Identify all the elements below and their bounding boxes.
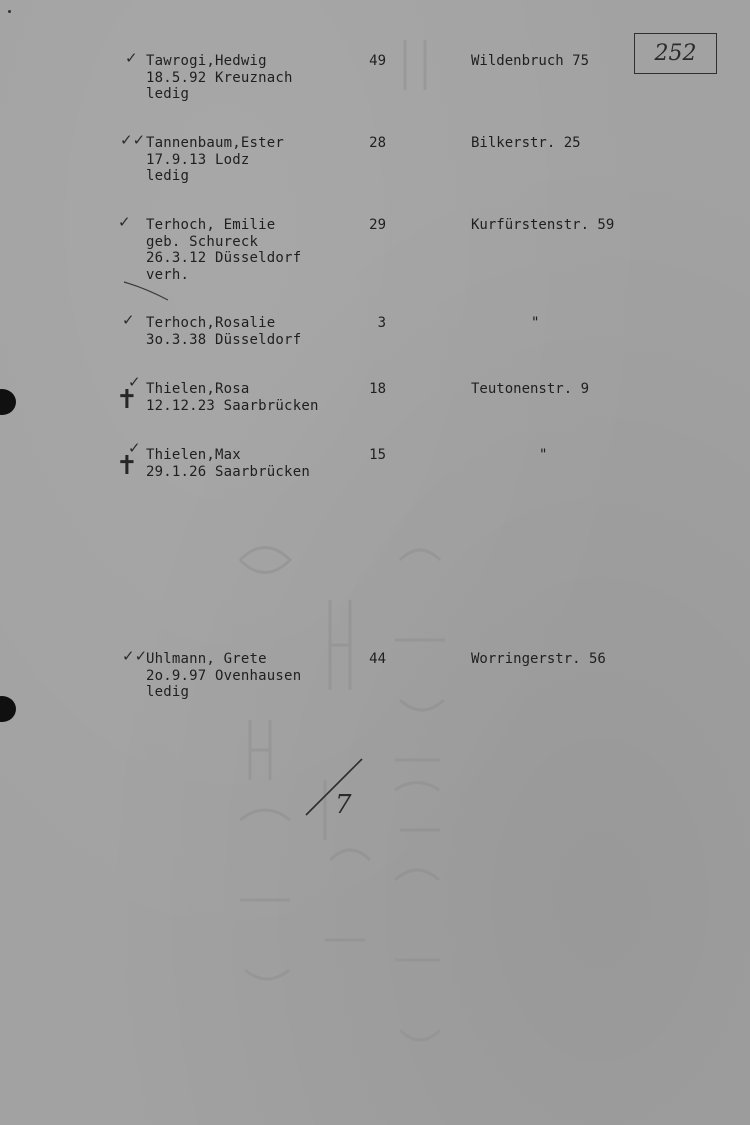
- address-ditto: ": [531, 315, 540, 331]
- marital-status: verh.: [146, 266, 190, 283]
- address: Teutonenstr. 9: [471, 381, 590, 397]
- person-details: [146, 135, 284, 185]
- marital-status: ledig: [146, 168, 190, 184]
- birth-info: 26.3.12 Düsseldorf: [146, 250, 302, 266]
- birth-info: 18.5.92 Kreuznach: [146, 69, 293, 86]
- address: Kurfürstenstr. 59: [471, 217, 615, 233]
- marital-status: ledig: [146, 684, 190, 700]
- birth-info: 2o.9.97 Ovenhausen: [146, 667, 302, 684]
- age: 18: [369, 381, 386, 397]
- maiden-name: geb. Schureck: [146, 233, 259, 250]
- person-name: Tawrogi,Hedwig: [146, 53, 267, 69]
- age: 44: [369, 651, 386, 667]
- person-details: [146, 381, 319, 414]
- person-name: Terhoch,Rosalie: [146, 315, 276, 331]
- age: 28: [369, 135, 386, 151]
- stray-ink-dot: [8, 10, 11, 13]
- cross-mark-icon: ✝: [116, 451, 138, 481]
- punch-hole-lower: [0, 696, 16, 722]
- check-mark-icon: ✓: [118, 213, 131, 231]
- person-details: [146, 447, 310, 480]
- person-details: [146, 53, 293, 103]
- person-details: [146, 315, 301, 348]
- check-mark-icon: ✓: [128, 373, 141, 391]
- birth-info: 29.1.26 Saarbrücken: [146, 463, 310, 480]
- check-mark-icon: ✓: [125, 49, 138, 67]
- tally-count: 7: [335, 790, 352, 820]
- pencil-stroke: [120, 278, 180, 308]
- age: 15: [369, 447, 386, 463]
- address: Bilkerstr. 25: [471, 135, 581, 151]
- age: 29: [369, 217, 386, 233]
- person-details: [146, 217, 301, 283]
- age: 3: [377, 315, 386, 331]
- check-mark-icon: ✓: [128, 439, 141, 457]
- punch-hole-upper: [0, 389, 16, 415]
- birth-info: 3o.3.38 Düsseldorf: [146, 331, 302, 348]
- address-ditto: ": [539, 447, 548, 463]
- check-mark-icon: ✓✓: [120, 131, 146, 149]
- person-name: Thielen,Rosa: [146, 381, 250, 397]
- marital-status: ledig: [146, 86, 190, 102]
- person-name: Terhoch, Emilie: [146, 217, 276, 233]
- person-name: Tannenbaum,Ester: [146, 135, 285, 151]
- age: 49: [369, 53, 386, 69]
- person-details: [146, 651, 301, 701]
- page-number: 252: [654, 41, 697, 66]
- birth-info: 12.12.23 Saarbrücken: [146, 397, 319, 414]
- person-name: Thielen,Max: [146, 447, 241, 463]
- check-mark-icon: ✓: [122, 311, 135, 329]
- page-number-box: [634, 33, 717, 74]
- address: Wildenbruch 75: [471, 53, 590, 69]
- birth-info: 17.9.13 Lodz: [146, 151, 250, 168]
- address: Worringerstr. 56: [471, 651, 606, 667]
- cross-mark-icon: ✝: [116, 385, 138, 415]
- check-mark-icon: ✓✓: [122, 647, 148, 665]
- person-name: Uhlmann, Grete: [146, 651, 267, 667]
